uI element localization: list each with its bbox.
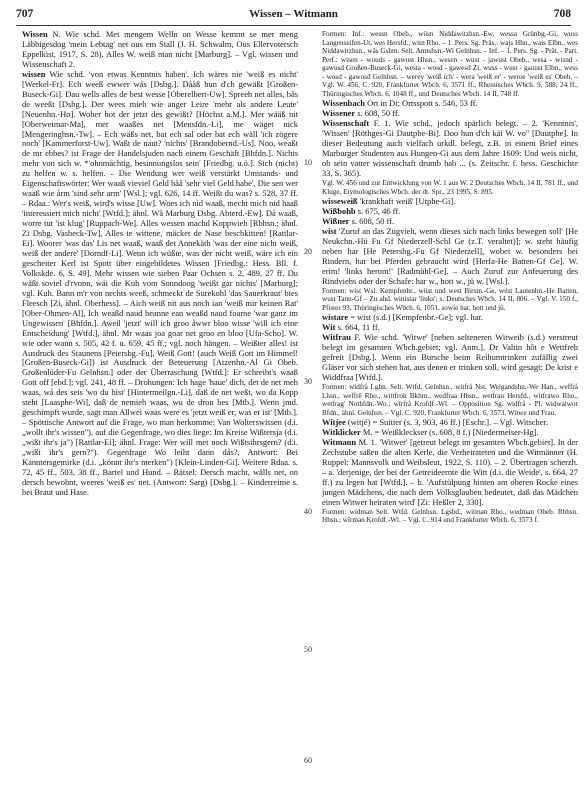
right-column	[322, 30, 578, 792]
entry-text: N. Wie schd. Met mengem Welln on Wesse kemmt se mer meng Läbbigesdog 'mein Lebtag' net ous em Stall (J. H. Schwalm, Ous Ellervotersch Eppelkist, 1917, S. 28). Alles W. weiß man nicht [Marburg]. – Vgl. wissen und Wissenschaft 2.	[22, 30, 298, 69]
line-number: 30	[304, 377, 312, 386]
forms-note	[322, 383, 578, 417]
entry-text: M. 1. 'Witwer' [getreut belegt im gesamten Wbch.gebiet]. In der Zechstube saßen die alten Kerle, die Verheirateten und die Witmänner (H. Ruppel: Mannsvolk und Weibsleut, 1922, S. 110). – 2. Übertragen scherzh. – a. 'derjenige, der bei der Getreideernte die Witt (d.i. die Weide', s. 664, 27 ff.) zu legen hat [Wtfd.]. – b. 'Aufstülpung hinten am oberen Rocke eines jungen Mädchens, die nach dem Volksglauben bedeutet, daß das Mädchen einen Witwer heiraten wird' [Zi: Heßler 2, 330].	[322, 437, 578, 507]
page-number-right: 708	[553, 8, 571, 20]
forms-note	[322, 287, 578, 313]
entry-text: Vgl. W. 456 und zur Entwicklung von W. 1 aus W. 2 Deutsches Wbch. 14 II, 781 ff., und Kluge, Etymologisches Wbch. der dt. Spr., 23 1995, S. 895.	[322, 179, 578, 196]
entry-text: Wie schd. 'von etwas Kenntnis haben'. Ich wäres nie 'weiß es nicht' [Werkel-Fr]. Ech weeß ewwer wås [Dsbg.]. Dååß hun d'ch gewäßt [Großen-Buseck-Gi]. Dau wells alles de best wesse [Oberelbert-Uw]. Spreeh net alles, bås de weeßt [Dsbg.]. Der wees mieh wie anger Leire 'mehr als andere Leute' [Neuenhn.-Ho]. Woher hot der jetzt des gewißt? [Höchst a.M.]. Mer wääß nit [Oberweimar-Ma], mer waaßes net [Mensfdn.-Li], me wäget nick [Mengeringhsn.-Tw]. – Ech wäßs net, bat ech sal oder bat ech wäll 'ich zögere noch' [Kammerforst-Uw]. Waßt de naut? 'nichts' [Brandobernd.-Us]. Noo, weaßt de mr ebbes? ist Frage der Handelsjuden nach einem Geschäft [Bhfdn.]. Nichts mehr von sich w. *'ohnmächtig, besinnungslos sein' [Friedbg. u.ö.]. Sich (nicht) zu helfen w. s. helfen. – Die Wendung wer weiß verstärkt Umstands- und Eigenschaftswörter: Wer waaß vieviel Geld håå 'sehr viel Geld habe', Die sen wer waaß wie årm 'sind sehr arm' [Wsl.]; vgl. 626, 14 ff. Weißt du was? s. 528, 37 ff. – Rdaa.: Wer's weiß, wird's wisse [Uw]. Woes ich nid waaß, mecht mich nid haaß 'interessiert mich nicht' [Wtfd.]; ähnl. Wå Marburg Dsbg. Abterd.-Ew]. Då waaß, worre tut 'ist klug' [Ruppach-We]. Alles wessen machd Koppwieh [Rbhsn.; ähnl. Zi Dsbg. Vasbeck-Tw], Alles te wittene, mäcket de Nase beschkitten! [Rattlar-Ei]. Woorer 'was das' Lis net waaß, waaß det Annekäth 'was der eine nicht weiß, weiß der andere' [Dorndf-Li]. Wenn ich wüßte, was der nicht weiß, wäre ich ein gescheiter Kerl ist Spott über eingebildetes Wissen [Friedbg.: Hess. Bll. f. Volkskde. 6, S. 49]. Mehr wissen wie sieben Paar Ochsen s. 2, 489, 27 ff. Du wäßt soviel d'rvonn, wäi die Kuh vom Sonndoog 'weißt gar nichts' [Marburg]; vgl. Kuh. Bann m'r von nechts weeß, schmeckt de Surekohl 'das Sauerkraut' bies Fleesch [Zi, ähnl. Oberhess]. – Aich weiß nit aus noch ian 'weiß mir keinen Rat' [Ober-Ohmen-Al], Ich weaßd naud heanne ean weaßd naud foarne 'war ganz im Ungewissen' [Bhfdn.]. Aweil 'jetzt' will ich groo åwwr bloo wisse 'will ich eine Entscheidung' [Wtfd.], ähnl. Mr waas joa goar net groo en bloo [Ufa-Scho]. W. wie oder wann s. 505, 42 f. u. 659, 45 ff.; vgl. noch hängen. – Weißter alles! ist Ausdruck des Staunens [Petersbg.-Fu], Weiß Gott! (auch Weiß Gott im Himmel! [Großen-Buseck-Gi]) ist Ausdruck der Beteuerung [Atzenhn.-Al Gi Obeb. Großenlüder-Fu Gelnhsn.] oder der Überraschung [Wtfd.]: Er schreibt's waaß Gott off [ebd.]; vgl. 241, 48 ff. – Drohungen: Ich hage 'haue' dich, det de net meh waas, wå des seis 'wo du bist' [Hintermeilgn.-Li], daß de net weßt, wo da Kopp steht [Laasphe-Wi], daß de nemieh waas, wu de dron bes [Mtb.]. Wenn jmd. geschimpft wurde, sagt man Allwei waas were es 'jetzt weiß er, was er ist' [Mtb.]. – Spöttische Antwort auf die Frage, wo man herkomme: Van Wolterswissen (d.i. „wollt ihr's wissen"), auf die Gegenfrage, wo dies liege: Im Kreise Wißtersja (d.i. „wißt ihr's ja") [Rattlar-Ei]; ähnl. Frage: Wer will met noch Wißtsihrsgern? (d.i. „wißt ihr's gern?"). Gegenfrage Wo leiht dann dås?, Antwort: Bei Kanntersgemirke (d.i. „könnt ihr's merken") [Klein-Linden-Gi]. Weitere Rdaa. s. 72, 45 ff., 503, 38 ff., Bartel und Hund. – Rätsel: Dersch macht, wälls net, on dersch bewohnt, weeres 'weiß es' net. (Antwort: Sarg) [Dsbg.]. – Kinderreime s. bei Braut und Hase.	[22, 68, 298, 497]
entry-text: s. 608, 50 ff.	[355, 108, 400, 119]
entry-text: F. Wie schd. 'Witwe' [neben selteneren Witweib (s.d.) verstreut belegt im gesamten Wbch.gebiet; vgl. Anm.]. Dr Valtin hôt e Wettfreh gefreit [Dsbg.]. Wenn ein Bursche beim Reihumtrinken zufällig zwei Gläser vor sich stehen hat, aus denen er trinken soll, wird gesagt: De krist e Widdfraa [Wtfd.].	[322, 332, 578, 383]
page-number-left: 707	[16, 8, 34, 20]
headword: wistare	[322, 312, 349, 323]
left-column	[22, 30, 298, 792]
dictionary-entry	[322, 333, 578, 383]
headword: Wissenbach	[322, 98, 365, 109]
entry-text: s. 675, 46 ff.	[355, 206, 401, 217]
entry-text: s. 664, 11 ff.	[335, 322, 380, 333]
entry-text: M. = Weißkleckser (s. 608, 8 f.) [Niedermeiser-Hg].	[360, 427, 539, 438]
forms-note	[322, 508, 578, 525]
dictionary-entry	[22, 30, 298, 70]
forms-note: Formen: Inf.: wessn Obeb., wüsn Niddawitzhsn.-Ew, wessa Grünbg.-Gi, wuss Langenseifen-Ut, wes Hersfd., witn Rho. – 1. Pers. Sg. Präs.: wajs Hhn., wais Elbn., wes Niddawitzhsn., wäs Gshm. Selt. Amtshsn.-Wi Gelnhsn. – Inf. – 1. Pers. Sg. - Prät. - Part. Perf.: wisen - wuuds - gawust Hhsn., wesen - wust - jawust Obeb., wesa - wisnd - gawusd Großen-Buseck-Gi, westa - wosd - gawesd Zi, wuss - wust - gauust Elbn., wess - wosd - gawosd Gelnhsn. – werey 'weiß ich' - wera 'weiß er' - weroe 'weiß es' Obeb. – Vgl. W. 456, C. 920, Frankfurter Wbch. 6, 3571 ff., Rheinisches Wbch. 9, 588, 24 ff., Thüringisches Wbch. 6, 1048 ff., und Deutsches Wbch. 14 II, 748 ff.	[322, 30, 578, 98]
headword: wisseweiß	[322, 196, 358, 207]
headword: Witjee	[322, 417, 346, 428]
dictionary-entry	[22, 70, 298, 498]
entry-text: Formen: widfrå Lghn. Selt. Wtfd. Gelnhsn., witfrå Nst. Weigandshn.-We Han., weffrå Lhsn., weffrê Rho., wittfroh Bkhm., wedfraa Hhsn., wetfrau Hersfd., witfrawo Rho., wetfrag' Nothfdn.-Wo.; wîrfrå Krofdf.-Wl. – Opposition Sg. widfrå - Pl. widwaiwor Bfdn., ähnl. Gelnhsn. – Vgl. C. 920, Frankfurter Wbch. 6, 3573, Witwe und Frau.	[322, 382, 578, 417]
line-number: 10	[304, 158, 312, 167]
headword: Witfrau	[322, 332, 351, 343]
entry-text: 'krankhaft weiß' [Utphe-Gi].	[357, 196, 456, 207]
headword: wist	[322, 225, 337, 236]
entry-text: (witjé) = Suitier (s. 3, 903, 46 ff.) [Eschr.]. – Vgl. Witscher.	[345, 417, 548, 428]
headword: Witklicker	[322, 427, 361, 438]
line-number: 60	[304, 756, 312, 765]
line-number: 20	[304, 247, 312, 256]
entry-text: = wist (s.d.) [Kempfenbr.-Ge]; vgl. har.	[348, 312, 483, 323]
headword: Wit	[322, 322, 336, 333]
headword: Witmann	[322, 437, 357, 448]
headword: wissen	[22, 68, 46, 79]
dictionary-entry	[322, 438, 578, 508]
entry-text: Formen: widman Selt. Wtfd. Gelnhsn. Lgsbd., witman Rho., wedman Obeb. Rbhsn. Hhsn.; wîrman Krofdf.-Wl. – Vgl. C. 914 und Frankfurter Wbch. 6, 3573 f.	[322, 507, 578, 525]
headword: Wißner	[322, 216, 350, 226]
headword: Wissener	[322, 108, 356, 119]
entry-text: F. 1. Wie schd., jedoch spärlich belegt. – 2. 'Kenntnis', 'Wissen' [Röthges-Gi Dautphe-Bi]. Doo hun d'ch käi W. vo" [Dautphe]. In dieser Bedeutung auch vielfach urkdl. belegt, z.B. in einem Brief eines Marburger Studenten aus Hungen-Gi aus dem Jahre 1609: Und weis nicht, ob sein vatter wissenschaft drumb hab ... (s. Zeitschr. f. hess. Geschichte 33, S. 365).	[322, 118, 578, 179]
header-rule	[16, 25, 571, 26]
headword: Wißbohb	[322, 206, 356, 217]
line-number: 40	[304, 507, 312, 516]
entry-text: Ort in Di; Ortsspott s. 546, 53 ff.	[364, 98, 478, 109]
headword: Wissenschaft	[322, 118, 370, 129]
entry-text: 'Zuruf an das Zugvieh, wenn dieses sich nach links bewegen soll' [He Neukchn.-Hü Fu Gf Niederzell-Schl Ge (z.T. veraltet)]; w. steht häufig neben har [He Petersbg.-Fu Gf Niederzell], wobei w. besonders bei Rindern, har bei Pferden gebraucht wird [Herfa-He Batten-Gf Ge]. W. erim! 'links herum!' [Radmühl-Ge]. – Auch Zuruf zur Anfeuerung des Rindviehs oder der Schafe: har w., hott w., jü w. [Wsl.].	[322, 225, 578, 286]
dictionary-entry	[322, 227, 578, 287]
line-number: 50	[304, 645, 312, 654]
running-title: Wissen – Witmann	[249, 8, 338, 20]
dictionary-entry	[322, 119, 578, 179]
entry-text: s. 608, 50 ff.	[349, 216, 395, 226]
headword: Wissen	[22, 30, 48, 39]
forms-note	[322, 179, 578, 196]
running-header	[16, 8, 571, 24]
entry-text: Formen: wist Wsl. Kempfenbr., wüst und west Birstn.-Ge, wést Lautenhn.-He Batten, wust Tann-Gf – Zu ahd. winistar 'links'; s. Deutsches Wbch. 14 II, 806. – Vgl. V. 150 f., Pfister 93, Thüringisches Wbch. 6, 1051, sowie har, hott und jü.	[322, 286, 578, 312]
